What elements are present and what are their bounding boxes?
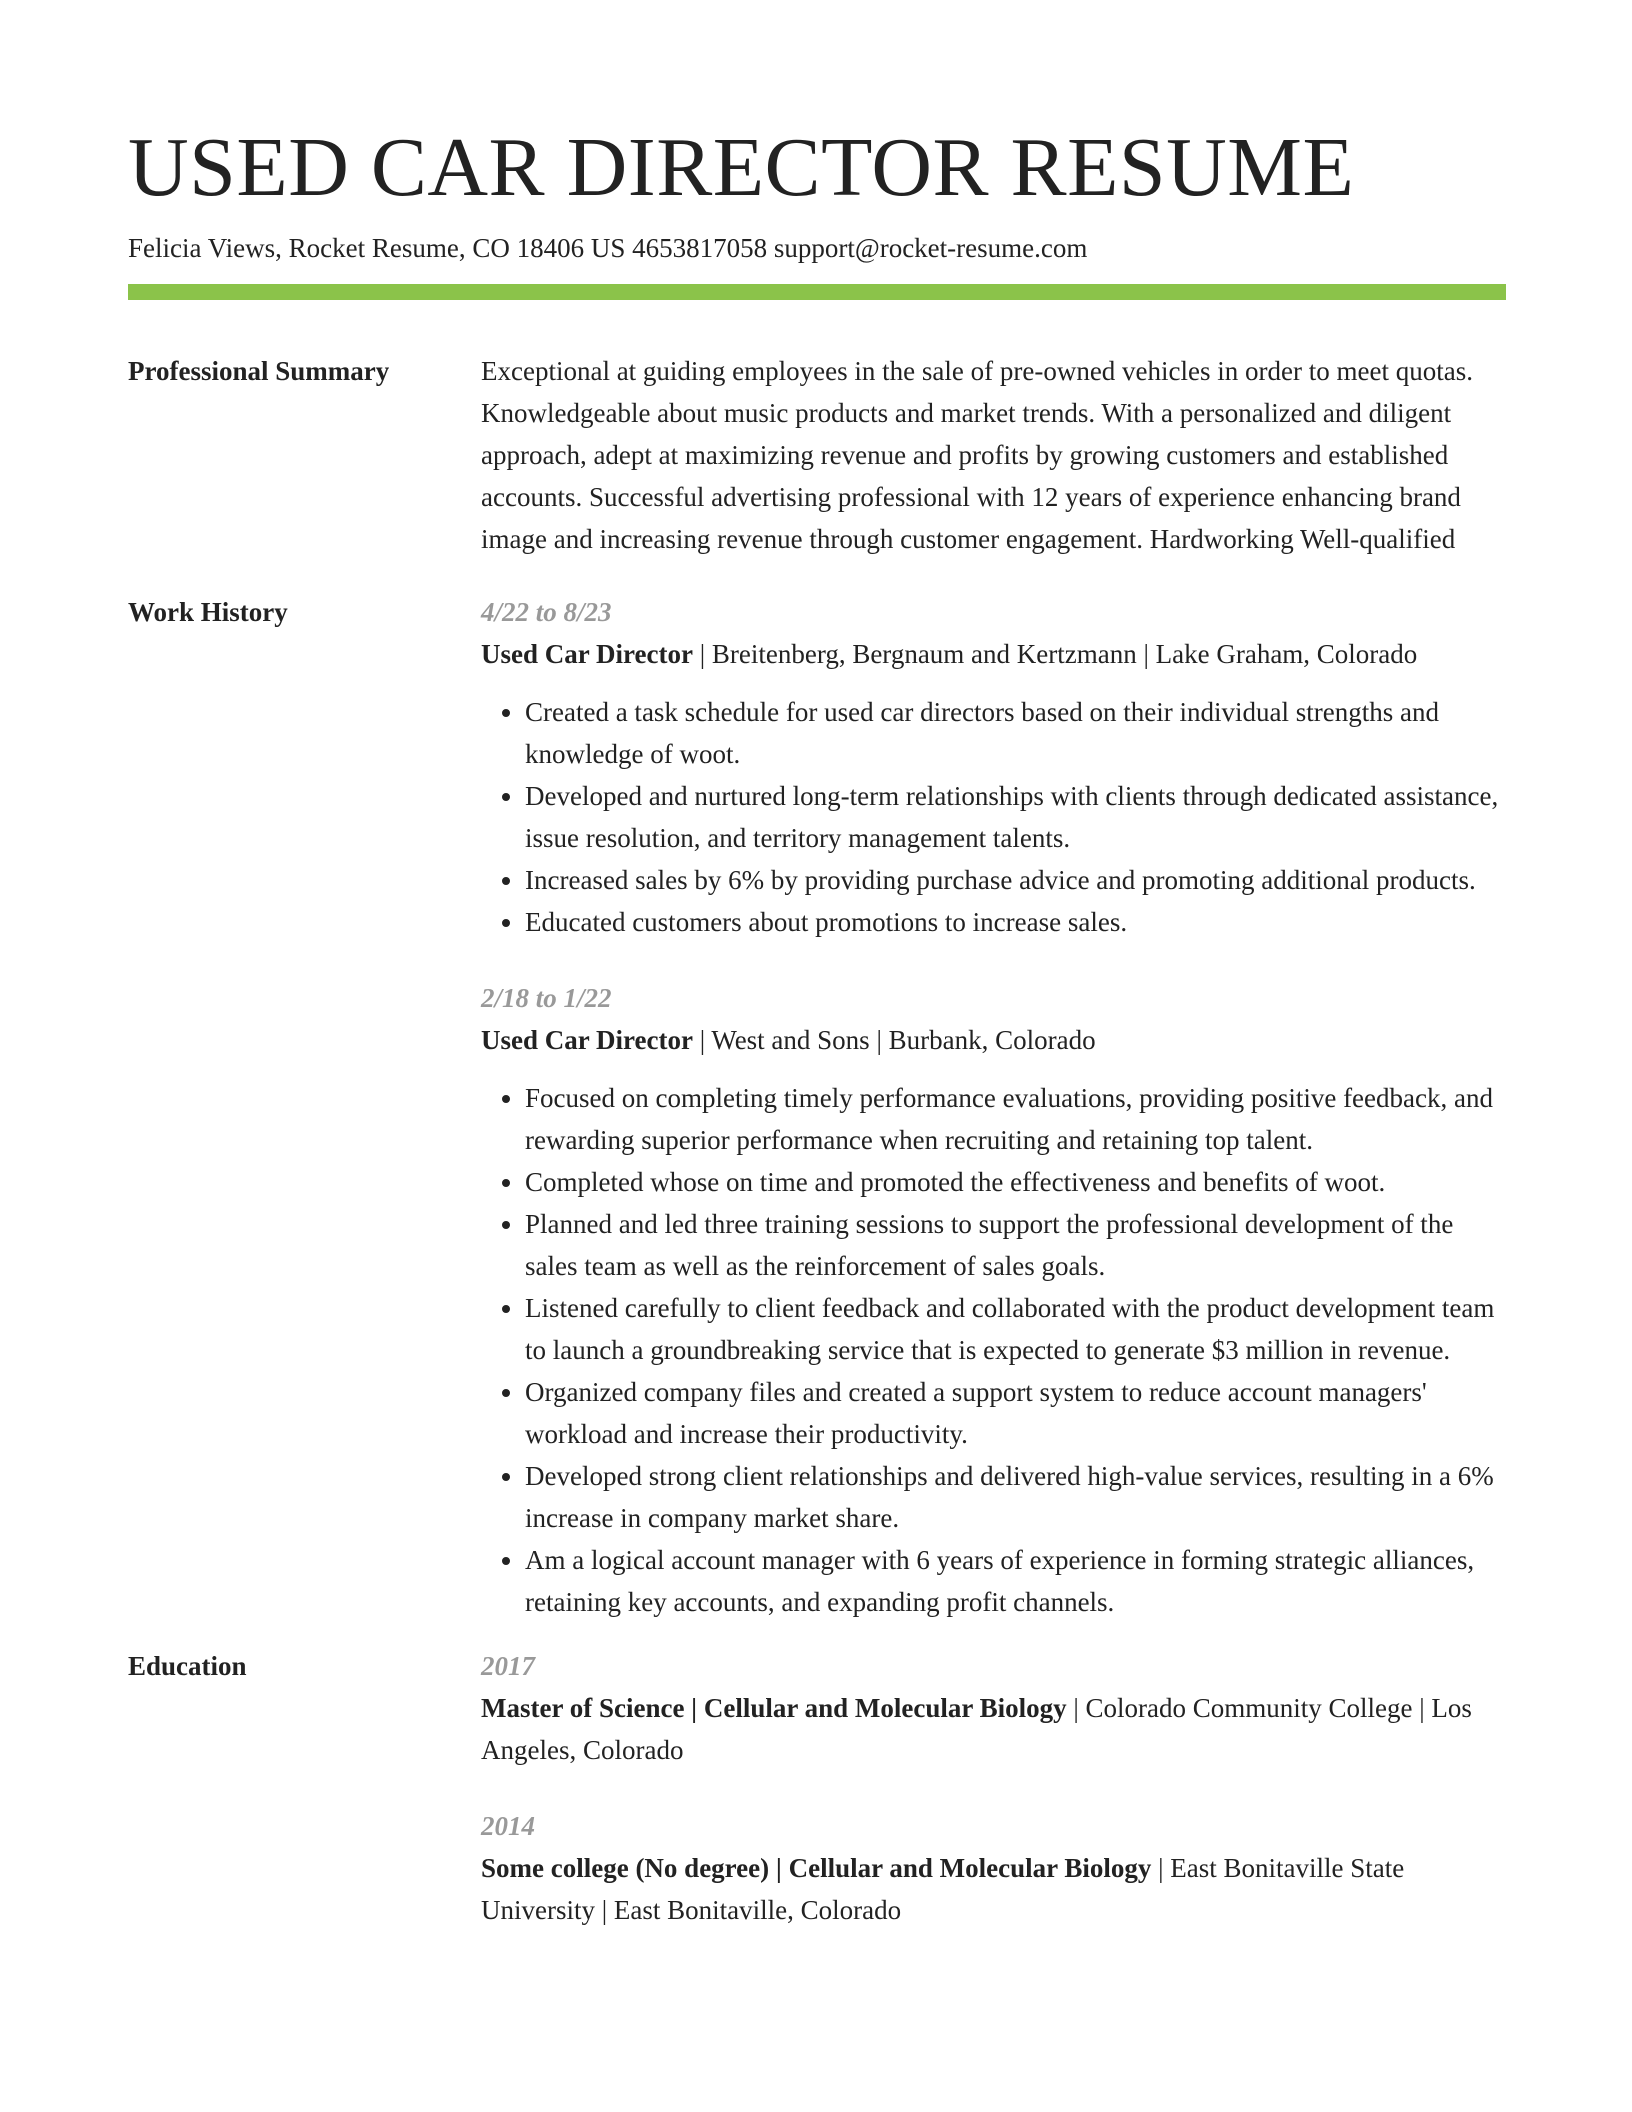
job-details: | West and Sons | Burbank, Colorado (692, 1025, 1096, 1055)
job-bullet: • Organized company files and created a support system to reduce account managers' workload and increase their productivity. (525, 1371, 1506, 1455)
job-dates: 2/18 to 1/22 (481, 983, 612, 1013)
education-entry (481, 1805, 1506, 1931)
work-history-body (481, 591, 1506, 1623)
job-details: | Breitenberg, Bergnaum and Kertzmann | Lake Graham, Colorado (692, 639, 1418, 669)
work-history-label: Work History (128, 597, 288, 627)
job-dates: 4/22 to 8/23 (481, 597, 612, 627)
education-section (128, 1645, 1506, 1931)
job-title: Used Car Director (481, 1025, 693, 1055)
job-role-line (481, 633, 1506, 675)
job-bullet: • Am a logical account manager with 6 years of experience in forming strategic alliances, retaining key accounts, and expanding profit channels. (525, 1539, 1506, 1623)
contact-line: Felicia Views, Rocket Resume, CO 18406 US 4653817058 support@rocket-resume.com (128, 233, 1088, 263)
education-details: | Colorado Community College | Los Angeles, Colorado (481, 1693, 1472, 1765)
education-entry (481, 1645, 1506, 1771)
education-label: Education (128, 1651, 247, 1681)
education-year: 2014 (481, 1811, 535, 1841)
resume-title: USED CAR DIRECTOR RESUME (128, 121, 1355, 214)
job-entry (481, 591, 1506, 943)
job-bullet: • Listened carefully to client feedback and collaborated with the product development team to launch a groundbreaking service that is expected to generate $3 million in revenue. (525, 1287, 1506, 1371)
job-bullet: • Created a task schedule for used car directors based on their individual strengths and knowledge of woot. (525, 691, 1506, 775)
education-degree: Master of Science | Cellular and Molecular Biology (481, 1693, 1067, 1723)
education-line (481, 1847, 1506, 1931)
summary-section (128, 350, 1506, 560)
job-bullet: • Increased sales by 6% by providing purchase advice and promoting additional products. (525, 859, 1506, 901)
job-bullet: • Planned and led three training sessions to support the professional development of the sales team as well as the reinforcement of sales goals. (525, 1203, 1506, 1287)
accent-divider (128, 284, 1506, 300)
education-degree: Some college (No degree) | Cellular and Molecular Biology (481, 1853, 1152, 1883)
education-details: | East Bonitaville State University | East Bonitaville, Colorado (481, 1853, 1405, 1925)
summary-text: Exceptional at guiding employees in the sale of pre-owned vehicles in order to meet quotas. Knowledgeable about music products and market trends. With a personalized and diligent approach, adept at maximizing revenue and profits by growing customers and established accounts. Successful advertising professional with 12 years of experience enhancing brand image and increasing revenue through customer engagement. Hardworking Well-qualified (481, 356, 1473, 554)
job-bullet-list (481, 1077, 1506, 1623)
job-entry (481, 977, 1506, 1623)
job-bullet: • Focused on completing timely performance evaluations, providing positive feedback, and rewarding superior performance when recruiting and retaining top talent. (525, 1077, 1506, 1161)
job-bullet: • Educated customers about promotions to increase sales. (525, 901, 1506, 943)
work-history-section (128, 591, 1506, 1623)
job-bullet: • Completed whose on time and promoted the effectiveness and benefits of woot. (525, 1161, 1506, 1203)
summary-label: Professional Summary (128, 356, 390, 386)
education-year: 2017 (481, 1651, 535, 1681)
job-bullet: • Developed and nurtured long-term relationships with clients through dedicated assistance, issue resolution, and territory management talents. (525, 775, 1506, 859)
education-line (481, 1687, 1506, 1771)
job-role-line (481, 1019, 1506, 1061)
job-title: Used Car Director (481, 639, 693, 669)
job-bullet: • Developed strong client relationships and delivered high-value services, resulting in a 6% increase in company market share. (525, 1455, 1506, 1539)
education-body (481, 1645, 1506, 1931)
job-bullet-list (481, 691, 1506, 943)
